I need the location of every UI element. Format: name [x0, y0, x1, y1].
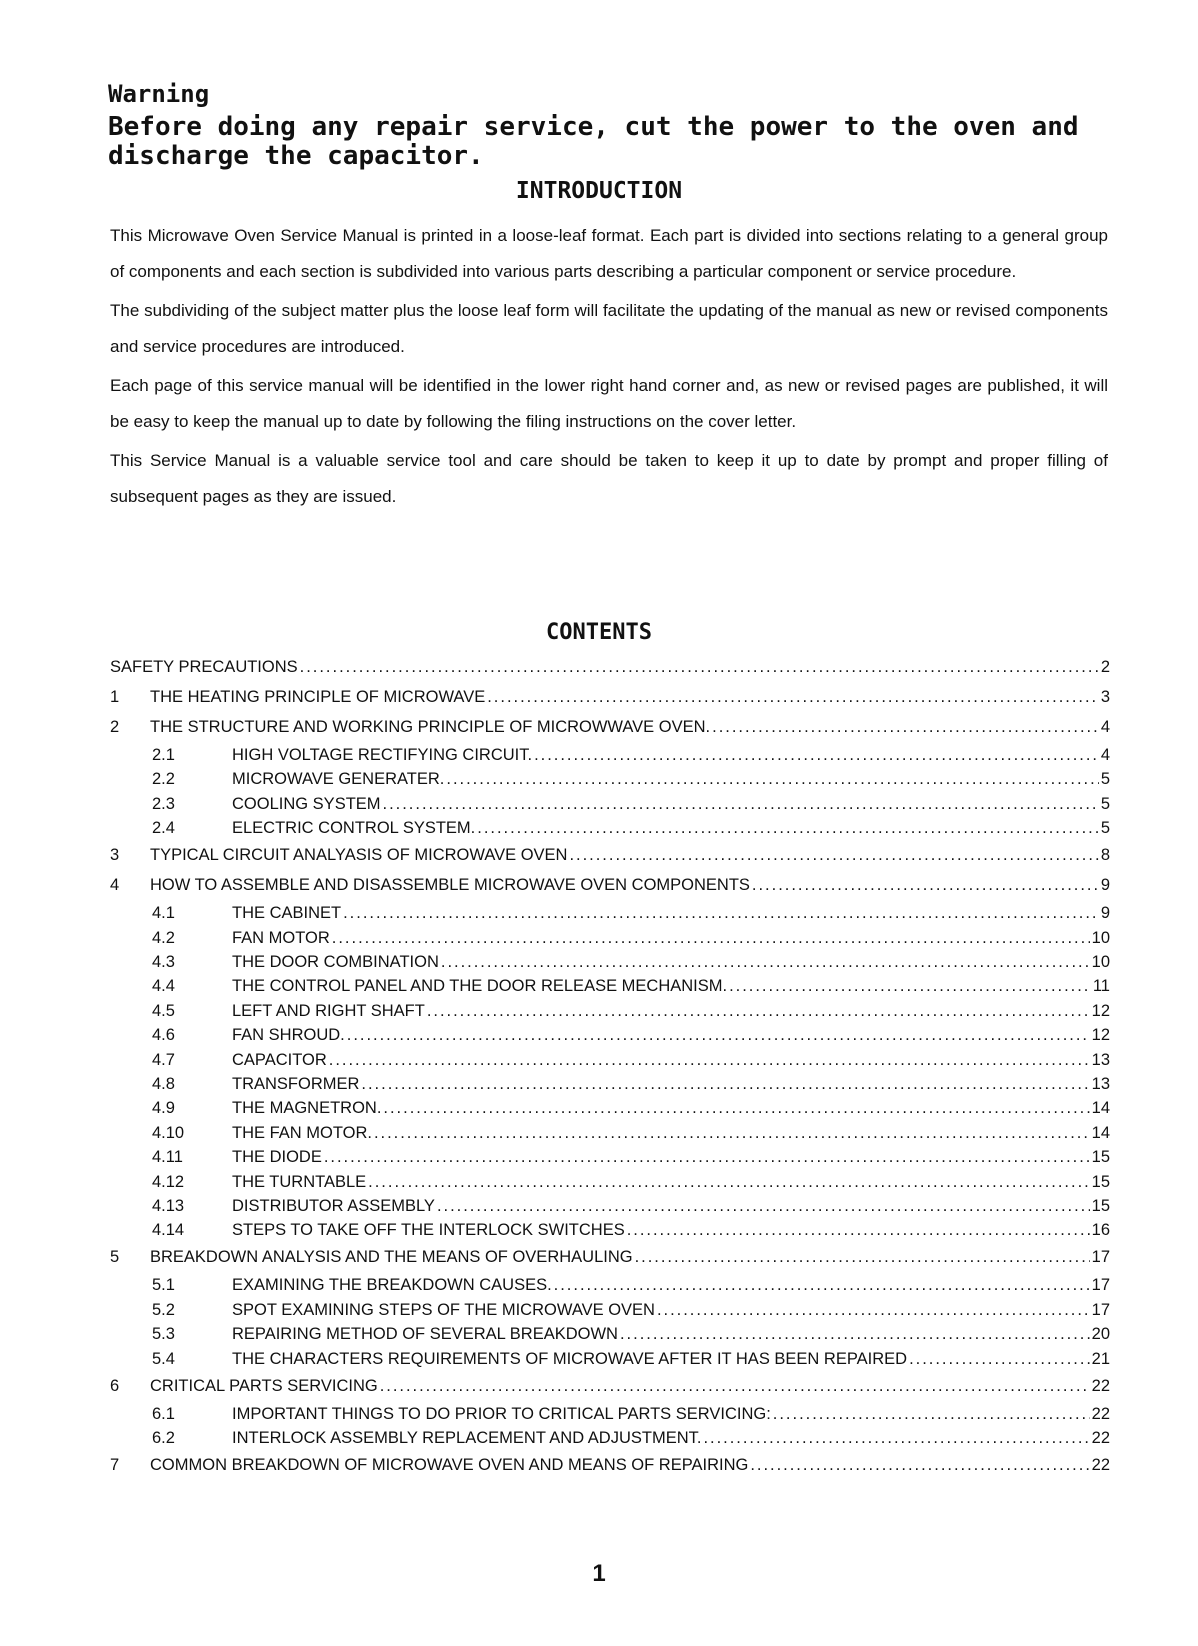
- toc-leader-dots: [446, 770, 1098, 789]
- toc-entry-title: STEPS TO TAKE OFF THE INTERLOCK SWITCHES: [232, 1221, 625, 1240]
- intro-paragraph: This Service Manual is a valuable service tool and care should be taken to keep it up to date by prompt and proper filling of subsequent pages as they are issued.: [110, 451, 1108, 506]
- toc-entry-page: 22: [1091, 1404, 1110, 1423]
- toc-entry-number: 4.12: [152, 1172, 185, 1191]
- toc-leader-dots: [477, 819, 1099, 838]
- toc-leader-dots: [383, 795, 1099, 814]
- toc-leader-dots: [332, 929, 1090, 948]
- toc-entry-title: TYPICAL CIRCUIT ANALYASIS OF MICROWAVE OVEN: [150, 846, 568, 865]
- toc-entry-number: 6.1: [152, 1404, 175, 1423]
- toc-entry-title: THE STRUCTURE AND WORKING PRINCIPLE OF MICROWWAVE OVEN.: [150, 718, 711, 736]
- toc-entry-number: 7: [110, 1456, 120, 1474]
- toc-entry-number: 3: [110, 846, 120, 865]
- toc-entry: [110, 1197, 1110, 1221]
- toc-entry: [110, 1377, 1110, 1401]
- toc-entry-number: 4.1: [152, 904, 175, 923]
- toc-entry-page: 16: [1091, 1221, 1110, 1240]
- toc-leader-dots: [657, 1301, 1090, 1320]
- toc-leader-dots: [773, 1405, 1090, 1424]
- toc-entry: [110, 1276, 1110, 1300]
- toc-entry-title: HIGH VOLTAGE RECTIFYING CIRCUIT.: [232, 746, 533, 764]
- toc-entry-title: MICROWAVE GENERATER.: [232, 770, 445, 789]
- toc-leader-dots: [437, 1197, 1090, 1216]
- toc-entry-page: 11: [1092, 977, 1110, 996]
- toc-entry-number: 4.11: [152, 1148, 183, 1167]
- toc-entry: [110, 1173, 1110, 1197]
- toc-entry: [110, 953, 1110, 977]
- toc-entry-page: 17: [1091, 1276, 1110, 1295]
- toc-entry-page: 5: [1100, 794, 1110, 813]
- toc-entry: [110, 1026, 1110, 1050]
- toc-entry-number: 4.4: [152, 977, 175, 996]
- toc-entry-title: LEFT AND RIGHT SHAFT: [232, 1001, 425, 1020]
- toc-entry: [110, 977, 1110, 1001]
- toc-entry-page: 13: [1091, 1050, 1110, 1069]
- toc-entry-number: 5.3: [152, 1325, 175, 1344]
- toc-leader-dots: [729, 977, 1091, 996]
- toc-entry-page: 9: [1100, 876, 1110, 895]
- toc-entry-title: ELECTRIC CONTROL SYSTEM.: [232, 819, 476, 838]
- toc-entry-number: 4: [110, 876, 120, 895]
- toc-entry-number: 5.4: [152, 1349, 175, 1368]
- toc-entry-number: 4.9: [152, 1099, 175, 1118]
- warning-title: Warning: [108, 80, 210, 108]
- toc-entry-page: 13: [1091, 1075, 1110, 1093]
- toc-entry: [110, 795, 1110, 819]
- toc-entry-number: 2.3: [152, 794, 175, 813]
- toc-entry-number: 4.14: [152, 1221, 185, 1240]
- toc-leader-dots: [300, 658, 1099, 677]
- toc-entry-number: 2: [110, 718, 120, 736]
- toc-entry-page: 10: [1091, 953, 1110, 971]
- toc-entry: [110, 1051, 1110, 1075]
- toc-entry-title: SAFETY PRECAUTIONS: [110, 658, 298, 676]
- toc-leader-dots: [712, 718, 1099, 737]
- toc-entry-page: 14: [1091, 1123, 1110, 1142]
- toc-entry-number: 6: [110, 1376, 120, 1395]
- toc-leader-dots: [569, 846, 1098, 865]
- toc-entry: [110, 746, 1110, 770]
- toc-entry: [110, 904, 1110, 928]
- toc-entry: [110, 1221, 1110, 1245]
- toc-entry: [110, 1248, 1110, 1272]
- toc-entry-page: 15: [1091, 1148, 1110, 1167]
- toc-entry-page: 3: [1100, 688, 1110, 706]
- toc-entry-title: REPAIRING METHOD OF SEVERAL BREAKDOWN: [232, 1325, 618, 1344]
- toc-entry-title: THE TURNTABLE: [232, 1172, 367, 1191]
- toc-entry-page: 5: [1100, 819, 1110, 838]
- toc-entry-number: 4.5: [152, 1001, 175, 1020]
- toc-entry: [110, 1350, 1110, 1374]
- toc-leader-dots: [752, 876, 1099, 895]
- toc-entry-title: COOLING SYSTEM: [232, 794, 381, 813]
- toc-entry-number: 2.2: [152, 770, 175, 789]
- toc-entry-page: 2: [1100, 658, 1110, 676]
- toc-entry-number: 4.2: [152, 928, 175, 947]
- toc-entry-page: 15: [1091, 1197, 1110, 1215]
- introduction-body: [110, 218, 1108, 518]
- toc-entry-page: 12: [1091, 1001, 1110, 1020]
- contents-title: CONTENTS: [546, 620, 652, 645]
- toc-entry-page: 15: [1091, 1172, 1110, 1191]
- toc-entry: [110, 1148, 1110, 1172]
- toc-leader-dots: [750, 1456, 1089, 1475]
- toc-leader-dots: [347, 1026, 1090, 1045]
- intro-paragraph: This Microwave Oven Service Manual is printed in a loose-leaf format. Each part is divided into sections relating to a general group of components and each section is subdivided into various parts describing a particular component or service procedure.: [110, 226, 1108, 281]
- toc-entry-title: THE CONTROL PANEL AND THE DOOR RELEASE MECHANISM.: [232, 977, 728, 996]
- toc-entry: [110, 1405, 1110, 1429]
- toc-entry-number: 1: [110, 688, 120, 706]
- toc-entry-page: 17: [1091, 1300, 1110, 1319]
- toc-entry-page: 4: [1100, 746, 1110, 764]
- toc-entry-title: TRANSFORMER: [232, 1075, 360, 1093]
- toc-entry-page: 4: [1100, 718, 1110, 736]
- introduction-title: INTRODUCTION: [515, 178, 683, 204]
- toc-entry-number: 5.2: [152, 1300, 175, 1319]
- toc-entry-title: THE FAN MOTOR.: [232, 1123, 372, 1142]
- toc-leader-dots: [534, 746, 1099, 765]
- intro-paragraph: The subdividing of the subject matter plus the loose leaf form will facilitate the updating of the manual as new or revised components and service procedures are introduced.: [110, 301, 1108, 356]
- toc-entry-title: SPOT EXAMINING STEPS OF THE MICROWAVE OVEN: [232, 1300, 655, 1319]
- toc-entry: [110, 718, 1110, 742]
- toc-leader-dots: [383, 1099, 1089, 1118]
- toc-entry-number: 4.10: [152, 1123, 185, 1142]
- toc-entry-page: 5: [1100, 770, 1110, 789]
- toc-entry-number: 4.13: [152, 1197, 185, 1215]
- toc-leader-dots: [627, 1221, 1090, 1240]
- toc-entry-title: EXAMINING THE BREAKDOWN CAUSES.: [232, 1276, 552, 1295]
- toc-leader-dots: [554, 1276, 1090, 1295]
- toc-entry-page: 10: [1091, 928, 1110, 947]
- toc-leader-dots: [427, 1002, 1090, 1021]
- intro-paragraph: Each page of this service manual will be identified in the lower right hand corner and, as new or revised pages are published, it will be easy to keep the manual up to date by following the filing instructions on the cover letter.: [110, 376, 1108, 431]
- toc-entry-title: CRITICAL PARTS SERVICING: [150, 1376, 378, 1395]
- toc-entry-title: BREAKDOWN ANALYSIS AND THE MEANS OF OVERHAULING: [150, 1248, 633, 1267]
- toc-entry: [110, 929, 1110, 953]
- toc-leader-dots: [441, 953, 1090, 972]
- toc-leader-dots: [380, 1377, 1090, 1396]
- toc-entry-title: DISTRIBUTOR ASSEMBLY: [232, 1197, 435, 1215]
- toc-entry-number: 4.6: [152, 1026, 175, 1045]
- toc-entry: [110, 1456, 1110, 1480]
- toc-leader-dots: [635, 1248, 1090, 1267]
- toc-entry-page: 22: [1091, 1429, 1110, 1447]
- toc-entry-page: 14: [1091, 1099, 1110, 1118]
- toc-entry-number: 4.8: [152, 1075, 175, 1093]
- toc-entry-page: 22: [1091, 1456, 1110, 1474]
- toc-entry-title: THE CABINET: [232, 904, 342, 923]
- toc-leader-dots: [324, 1148, 1090, 1167]
- toc-entry-title: HOW TO ASSEMBLE AND DISASSEMBLE MICROWAVE OVEN COMPONENTS: [150, 876, 750, 895]
- toc-entry-number: 2.4: [152, 819, 175, 838]
- toc-entry-page: 8: [1100, 846, 1110, 865]
- toc-entry: [110, 770, 1110, 794]
- toc-entry: [110, 846, 1110, 870]
- toc-leader-dots: [487, 688, 1099, 707]
- toc-leader-dots: [343, 904, 1099, 923]
- toc-entry: [110, 876, 1110, 900]
- toc-entry-title: THE DOOR COMBINATION: [232, 953, 439, 971]
- toc-entry: [110, 1301, 1110, 1325]
- toc-leader-dots: [329, 1051, 1090, 1070]
- toc-entry-title: THE MAGNETRON.: [232, 1099, 382, 1118]
- toc-entry-title: IMPORTANT THINGS TO DO PRIOR TO CRITICAL PARTS SERVICING:: [232, 1404, 771, 1423]
- toc-entry-title: COMMON BREAKDOWN OF MICROWAVE OVEN AND MEANS OF REPAIRING: [150, 1456, 749, 1474]
- toc-entry-title: FAN SHROUD.: [232, 1026, 345, 1045]
- toc-entry-page: 12: [1091, 1026, 1110, 1045]
- toc-entry-number: 4.3: [152, 953, 175, 971]
- page-number: 1: [592, 1560, 606, 1587]
- toc-entry-page: 9: [1100, 904, 1110, 923]
- toc-entry-number: 2.1: [152, 746, 175, 764]
- toc-entry-title: THE DIODE: [232, 1148, 322, 1167]
- toc-entry: [110, 819, 1110, 843]
- toc-entry: [110, 658, 1110, 682]
- toc-entry: [110, 1124, 1110, 1148]
- toc-leader-dots: [361, 1075, 1089, 1094]
- toc-entry-title: THE HEATING PRINCIPLE OF MICROWAVE: [150, 688, 486, 706]
- toc-entry-number: 4.7: [152, 1050, 175, 1069]
- toc-entry: [110, 1429, 1110, 1453]
- toc-leader-dots: [620, 1325, 1090, 1344]
- toc-entry: [110, 1002, 1110, 1026]
- toc-entry: [110, 1099, 1110, 1123]
- toc-leader-dots: [703, 1429, 1089, 1448]
- toc-leader-dots: [909, 1350, 1090, 1369]
- toc-entry-page: 17: [1091, 1248, 1110, 1267]
- toc-entry-title: INTERLOCK ASSEMBLY REPLACEMENT AND ADJUSTMENT.: [232, 1429, 702, 1447]
- toc-entry-number: 6.2: [152, 1429, 175, 1447]
- warning-text: Before doing any repair service, cut the power to the oven and discharge the capacitor.: [108, 112, 1079, 171]
- toc-entry-number: 5: [110, 1248, 120, 1267]
- toc-entry: [110, 688, 1110, 712]
- toc-leader-dots: [368, 1173, 1089, 1192]
- toc-entry-title: THE CHARACTERS REQUIREMENTS OF MICROWAVE AFTER IT HAS BEEN REPAIRED: [232, 1349, 908, 1368]
- toc-entry-page: 21: [1091, 1349, 1110, 1368]
- toc-leader-dots: [374, 1124, 1090, 1143]
- toc-entry-title: FAN MOTOR: [232, 928, 330, 947]
- toc-entry-title: CAPACITOR: [232, 1050, 327, 1069]
- toc-entry: [110, 1075, 1110, 1099]
- toc-entry-page: 20: [1091, 1325, 1110, 1344]
- toc-entry: [110, 1325, 1110, 1349]
- toc-entry-page: 22: [1091, 1376, 1110, 1395]
- toc-entry-number: 5.1: [152, 1276, 175, 1295]
